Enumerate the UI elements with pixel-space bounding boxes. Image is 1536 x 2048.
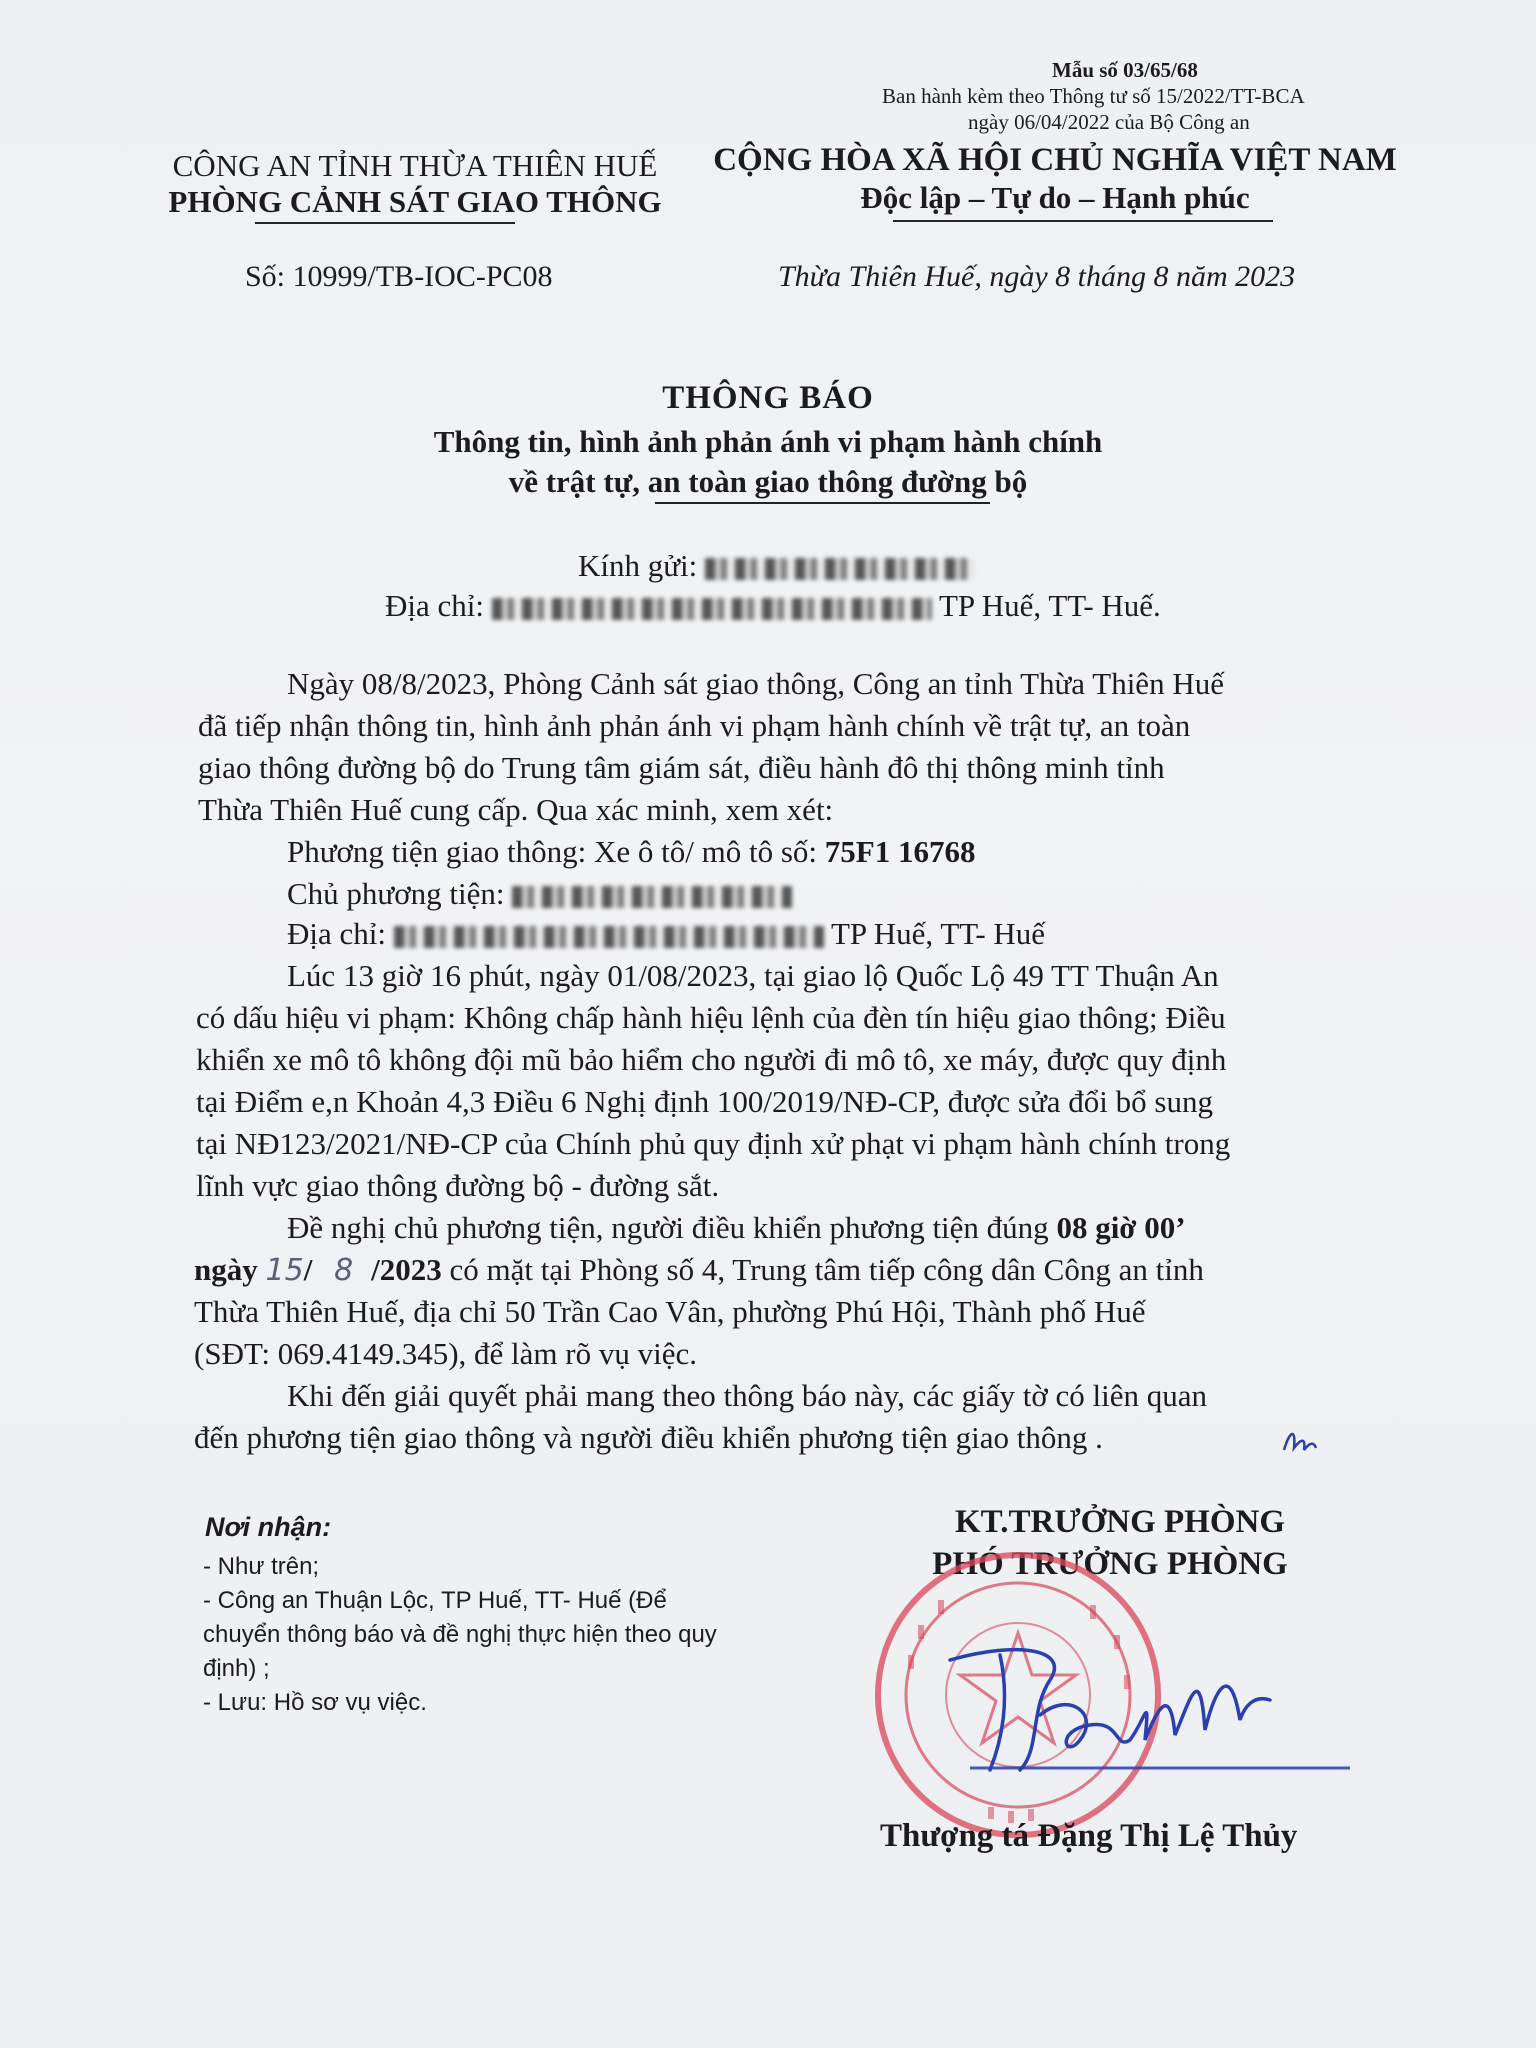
signer-name: Thượng tá Đặng Thị Lệ Thủy xyxy=(880,1818,1298,1854)
p1-line-2: đã tiếp nhận thông tin, hình ảnh phản ánh vi phạm hành chính về trật tự, an toàn xyxy=(198,708,1191,743)
p4-line-2: đến phương tiện giao thông và người điều khiển phương tiện giao thông . xyxy=(194,1420,1103,1455)
p3-line-1 xyxy=(287,1210,1186,1246)
form-number: Mẫu số 03/65/68 xyxy=(1052,58,1198,82)
agency-name: CÔNG AN TỈNH THỪA THIÊN HUẾ xyxy=(172,148,658,183)
appointment-day-handwritten: 15 xyxy=(265,1253,304,1288)
recipients-item: chuyển thông báo và đề nghị thực hiện theo quy xyxy=(203,1621,717,1648)
appointment-year: /2023 xyxy=(371,1252,442,1287)
country-name: CỘNG HÒA XÃ HỘI CHỦ NGHĨA VIỆT NAM xyxy=(713,142,1397,178)
p3-line-4: (SĐT: 069.4149.345), để làm rõ vụ việc. xyxy=(194,1336,697,1371)
document-subtitle-1: Thông tin, hình ảnh phản ánh vi phạm hành chính xyxy=(433,424,1103,459)
redacted-owner-address xyxy=(394,926,824,948)
place-date: Thừa Thiên Huế, ngày 8 tháng 8 năm 2023 xyxy=(778,260,1296,293)
motto: Độc lập – Tự do – Hạnh phúc xyxy=(860,180,1250,215)
p1-line-1: Ngày 08/8/2023, Phòng Cảnh sát giao thông, Công an tỉnh Thừa Thiên Huế xyxy=(287,666,1224,701)
form-issued-by: Ban hành kèm theo Thông tư số 15/2022/TT-BCA xyxy=(882,84,1305,108)
redacted-recipient-address xyxy=(492,598,932,620)
initial-mark xyxy=(1280,1420,1320,1460)
recipients-item: - Lưu: Hồ sơ vụ việc. xyxy=(203,1689,427,1716)
signer-role-1: KT.TRƯỞNG PHÒNG xyxy=(955,1504,1285,1540)
p1-line-3: giao thông đường bộ do Trung tâm giám sát, điều hành đô thị thông minh tỉnh xyxy=(198,750,1165,785)
recipients-list xyxy=(203,1550,717,1720)
owner-label: Chủ phương tiện: xyxy=(287,876,505,911)
p3-line-2: ngày 15/ 8 /2023 có mặt tại Phòng số 4, Trung tâm tiếp công dân Công an tỉnh xyxy=(194,1252,1204,1288)
department-name: PHÒNG CẢNH SÁT GIAO THÔNG xyxy=(168,184,662,219)
recipient-address-city: TP Huế, TT- Huế. xyxy=(938,588,1161,623)
p4-line-1: Khi đến giải quyết phải mang theo thông báo này, các giấy tờ có liên quan xyxy=(287,1378,1208,1413)
p2-line-6: lĩnh vực giao thông đường bộ - đường sắt. xyxy=(196,1168,720,1203)
redacted-owner-name xyxy=(512,886,792,908)
redacted-recipient-name xyxy=(705,558,975,580)
signer-role-2: PHÓ TRƯỞNG PHÒNG xyxy=(932,1546,1288,1582)
p2-line-4: tại Điểm e,n Khoản 4,3 Điều 6 Nghị định 100/2019/NĐ-CP, được sửa đổi bổ sung xyxy=(196,1084,1213,1119)
vehicle-plate: 75F1 16768 xyxy=(824,834,976,869)
recipients-item: - Công an Thuận Lộc, TP Huế, TT- Huế (Để xyxy=(203,1587,667,1614)
p3-line-3: Thừa Thiên Huế, địa chỉ 50 Trần Cao Vân, phường Phú Hội, Thành phố Huế xyxy=(194,1294,1146,1329)
document-subtitle-2: về trật tự, an toàn giao thông đường bộ xyxy=(508,464,1028,499)
handwritten-signature xyxy=(930,1620,1360,1790)
owner-address-line xyxy=(287,916,1045,952)
p2-line-1: Lúc 13 giờ 16 phút, ngày 01/08/2023, tại giao lộ Quốc Lộ 49 TT Thuận An xyxy=(287,958,1219,993)
recipients-title: Nơi nhận: xyxy=(205,1512,332,1542)
owner-address-label: Địa chỉ: xyxy=(287,916,386,951)
p2-line-5: tại NĐ123/2021/NĐ-CP của Chính phủ quy định xử phạt vi phạm hành chính trong xyxy=(196,1126,1231,1161)
owner-address-city: TP Huế, TT- Huế xyxy=(830,916,1046,951)
recipient-address-label: Địa chỉ: xyxy=(385,588,484,623)
document-number: Số: 10999/TB-IOC-PC08 xyxy=(245,260,553,293)
appointment-day-label: ngày xyxy=(194,1252,258,1287)
appointment-time: 08 giờ 00’ xyxy=(1056,1210,1186,1245)
department-underline xyxy=(255,222,515,224)
appointment-place: có mặt tại Phòng số 4, Trung tâm tiếp công dân Công an tỉnh xyxy=(449,1252,1204,1287)
owner-line xyxy=(287,876,792,912)
recipient-address-line xyxy=(385,588,1161,624)
p3-request: Đề nghị chủ phương tiện, người điều khiển phương tiện đúng xyxy=(287,1210,1049,1245)
p2-line-3: khiển xe mô tô không đội mũ bảo hiểm cho người đi mô tô, xe máy, được quy định xyxy=(196,1042,1227,1077)
form-issued-date: ngày 06/04/2022 của Bộ Công an xyxy=(968,110,1250,134)
motto-underline xyxy=(893,220,1273,222)
title-underline xyxy=(655,502,990,504)
p2-line-2: có dấu hiệu vi phạm: Không chấp hành hiệu lệnh của đèn tín hiệu giao thông; Điều xyxy=(196,1000,1226,1035)
recipients-item: định) ; xyxy=(203,1655,270,1682)
recipient-label: Kính gửi: xyxy=(578,548,698,583)
recipients-item: - Như trên; xyxy=(203,1553,320,1580)
vehicle-label: Phương tiện giao thông: Xe ô tô/ mô tô số: xyxy=(287,834,818,869)
appointment-month-handwritten: 8 xyxy=(334,1253,354,1288)
vehicle-line xyxy=(287,834,975,870)
recipient-line xyxy=(578,548,975,584)
p1-line-4: Thừa Thiên Huế cung cấp. Qua xác minh, xem xét: xyxy=(198,792,834,827)
document-title: THÔNG BÁO xyxy=(662,380,874,416)
